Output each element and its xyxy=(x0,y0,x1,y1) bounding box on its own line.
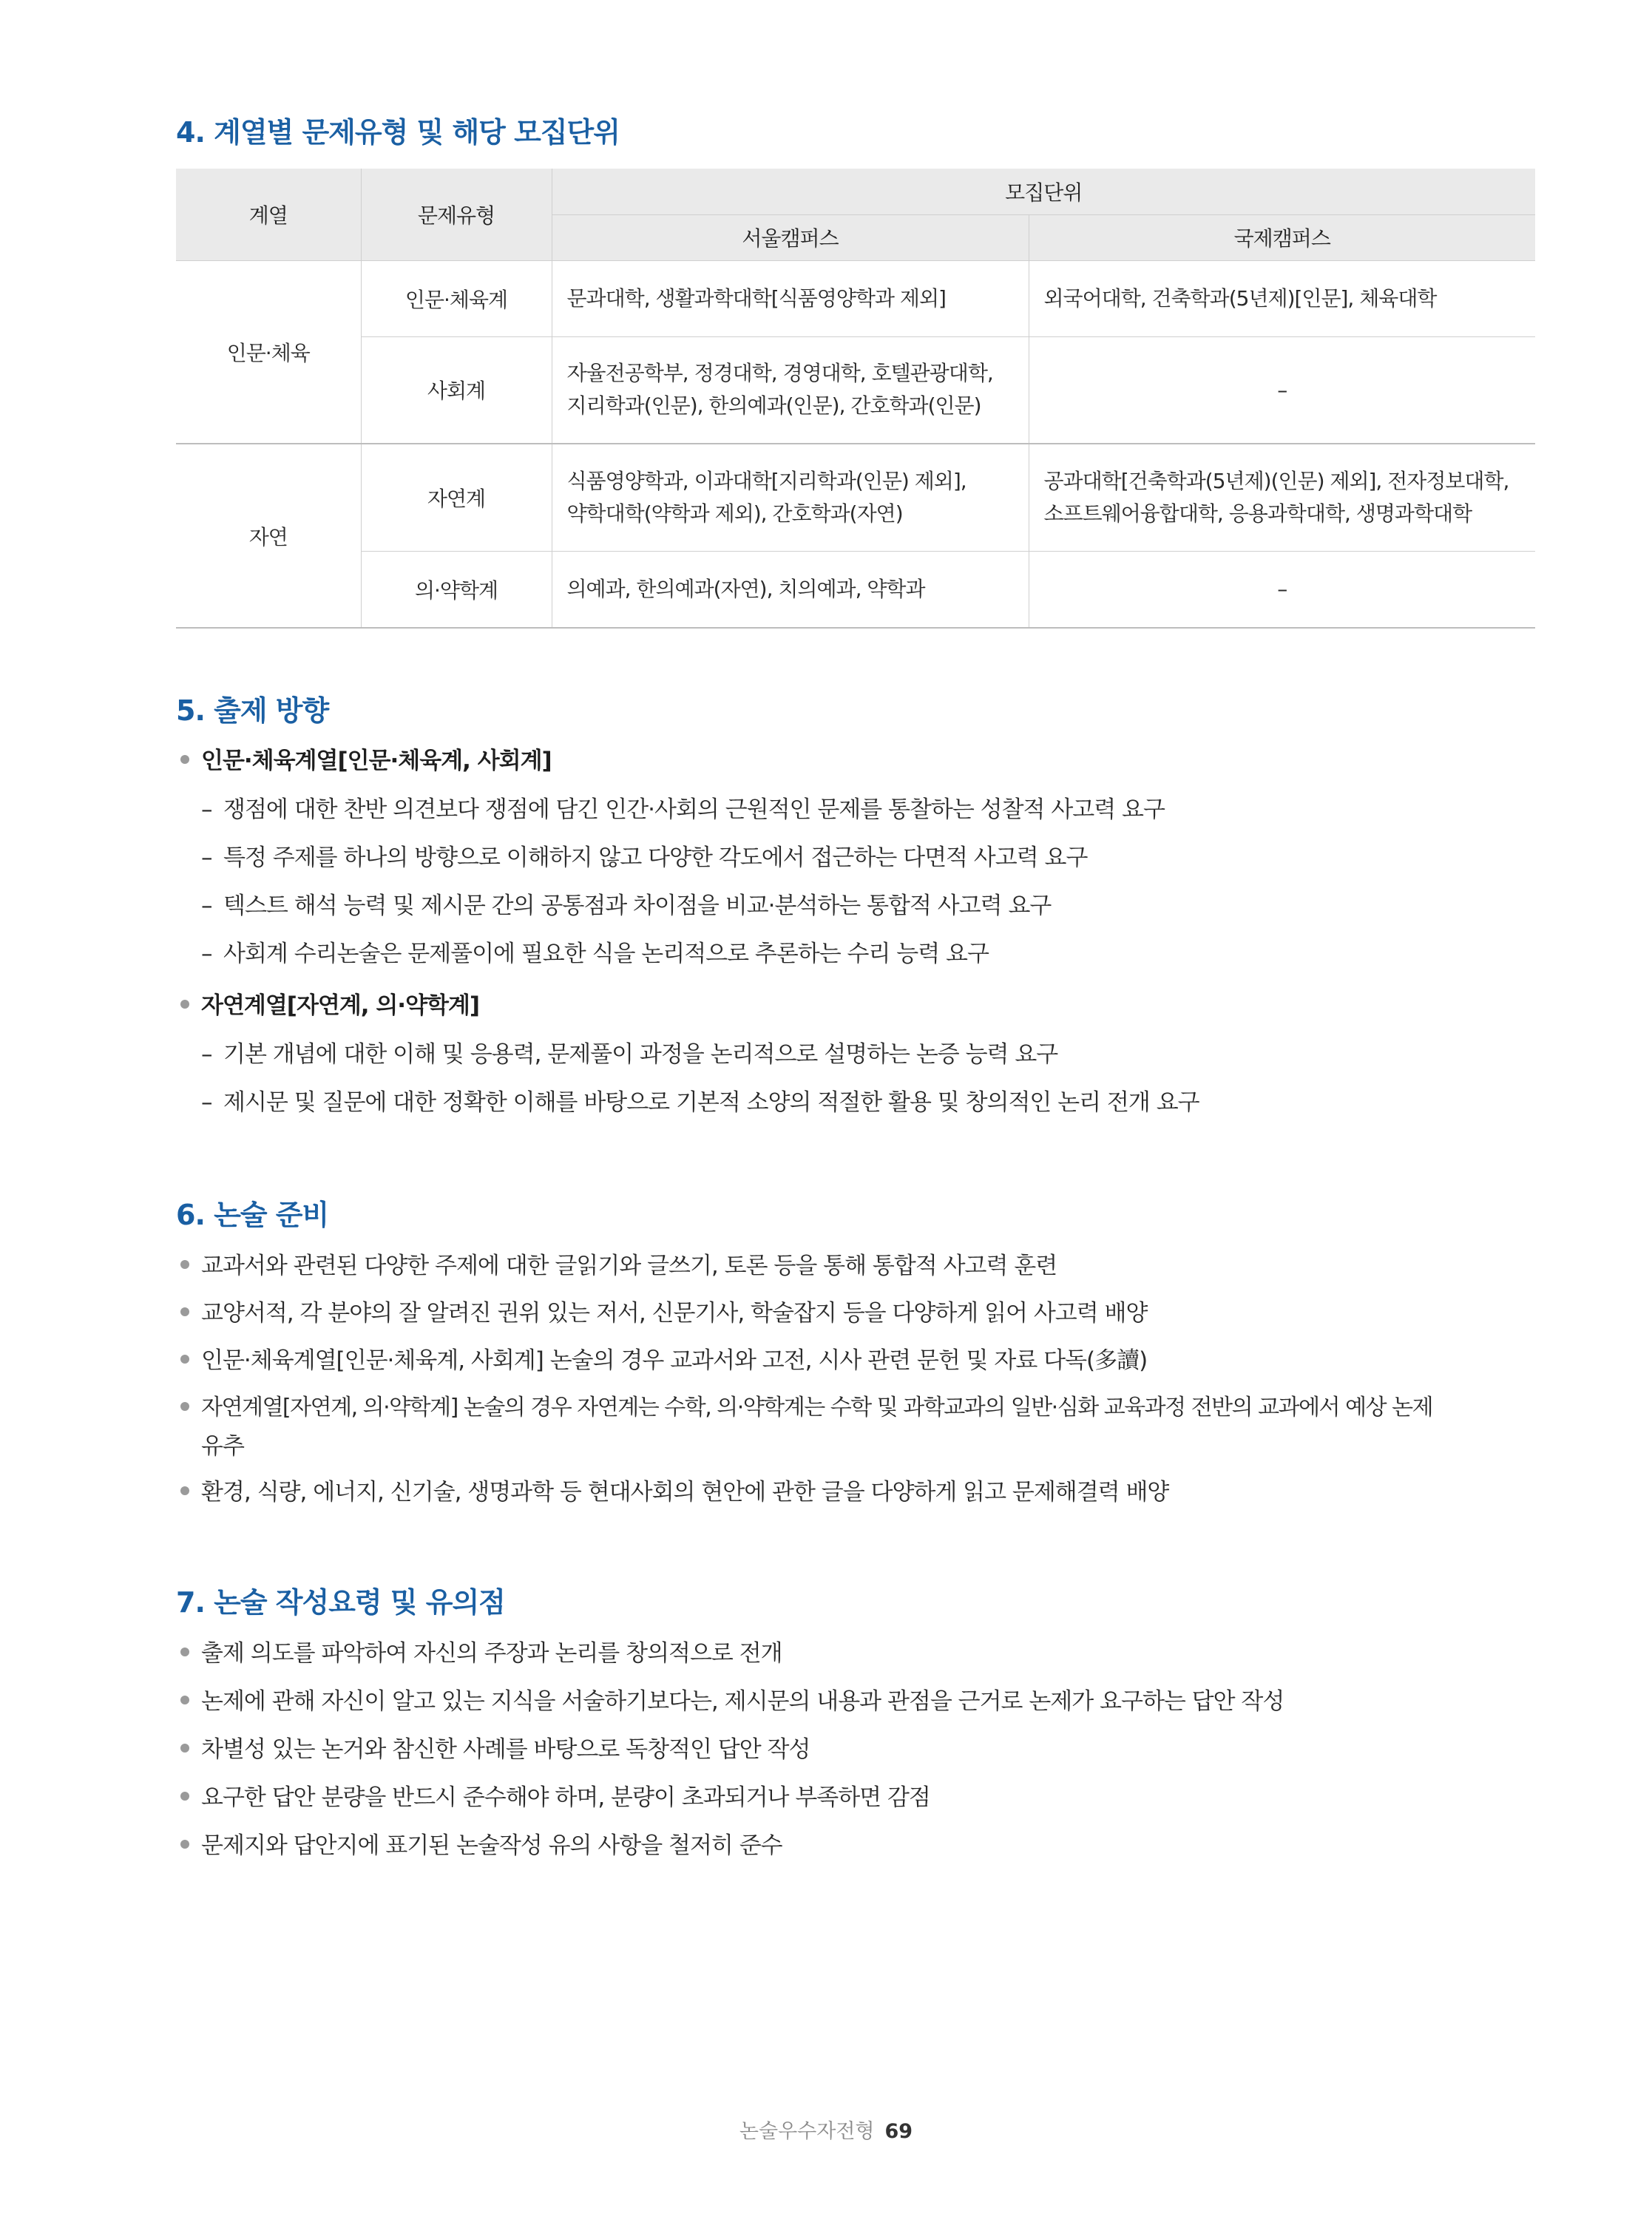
list-item: 인문·체육계열[인문·체육계, 사회계] 논술의 경우 교과서와 고전, 시사 관련 문헌 및 자료 다독(多讀) xyxy=(176,1341,1535,1389)
section-title-4: 4. 계열별 문제유형 및 해당 모집단위 xyxy=(176,116,620,149)
bullet-icon xyxy=(180,1696,189,1704)
group-humanities: 인문·체육 xyxy=(176,260,361,444)
header-field: 계열 xyxy=(176,169,361,260)
table-cell-global: – xyxy=(1029,336,1535,444)
table-cell-type: 사회계 xyxy=(361,336,552,444)
section-title-6: 6. 논술 준비 xyxy=(176,1199,329,1231)
page-footer xyxy=(0,2115,1652,2144)
list-item: – 특정 주제를 하나의 방향으로 이해하지 않고 다양한 각도에서 접근하는 다면적 사고력 요구 xyxy=(201,844,1088,871)
list-item: 자연계열[자연계, 의·약학계] 논술의 경우 자연계는 수학, 의·약학계는 수학 및 과학교과의 일반·심화 교육과정 전반의 교과에서 예상 논제 xyxy=(176,1389,1535,1427)
footer-label: 논술우수자전형 xyxy=(739,2120,875,2143)
table-cell-seoul: 자율전공학부, 정경대학, 경영대학, 호텔관광대학, 지리학과(인문), 한의예과(인문), 간호학과(인문) xyxy=(552,336,1029,444)
bullet-icon xyxy=(180,1307,189,1316)
list-item: 논제에 관해 자신이 알고 있는 지식을 서술하기보다는, 제시문의 내용과 관점을 근거로 논제가 요구하는 답안 작성 xyxy=(176,1682,1535,1730)
list-item: – 기본 개념에 대한 이해 및 응용력, 문제풀이 과정을 논리적으로 설명하는 논증 능력 요구 xyxy=(201,1041,1058,1068)
prep-list xyxy=(176,1247,1535,1520)
list-item: 출제 의도를 파악하여 자신의 주장과 논리를 창의적으로 전개 xyxy=(176,1634,1535,1682)
bullet-icon xyxy=(180,1840,189,1849)
list-item: – 쟁점에 대한 찬반 의견보다 쟁점에 담긴 인간·사회의 근원적인 문제를 통찰하는 성찰적 사고력 요구 xyxy=(201,796,1165,823)
bullet-icon xyxy=(180,1648,189,1656)
table-cell-type: 자연계 xyxy=(361,444,552,551)
bullet-icon xyxy=(180,1792,189,1801)
table-cell-seoul: 의예과, 한의예과(자연), 치의예과, 약학과 xyxy=(552,551,1029,628)
bullet-icon xyxy=(180,1486,189,1495)
list-item-head: 인문·체육계열[인문·체육계, 사회계] xyxy=(176,742,1535,790)
list-item: – 사회계 수리논술은 문제풀이에 필요한 식을 논리적으로 추론하는 수리 능력 요구 xyxy=(201,941,989,967)
bullet-icon xyxy=(180,1000,189,1009)
section-title-5: 5. 출제 방향 xyxy=(176,694,329,727)
group-science: 자연 xyxy=(176,444,361,628)
list-item: 문제지와 답안지에 표기된 논술작성 유의 사항을 철저히 준수 xyxy=(176,1826,1535,1875)
header-global-campus: 국제캠퍼스 xyxy=(1029,214,1535,260)
list-item: 환경, 식량, 에너지, 신기술, 생명과학 등 현대사회의 현안에 관한 글을 다양하게 읽고 문제해결력 배양 xyxy=(176,1473,1535,1520)
recruitment-units-table xyxy=(176,169,1535,629)
bullet-icon xyxy=(180,1260,189,1269)
direction-humanities-list xyxy=(176,742,1535,1131)
table-cell-global: 외국어대학, 건축학과(5년제)[인문], 체육대학 xyxy=(1029,260,1535,336)
bullet-icon xyxy=(180,1744,189,1753)
table-cell-global: 공과대학[건축학과(5년제)(인문) 제외], 전자정보대학, 소프트웨어융합대학, 응용과학대학, 생명과학대학 xyxy=(1029,444,1535,551)
section-title-7: 7. 논술 작성요령 및 유의점 xyxy=(176,1586,505,1619)
list-item: 교양서적, 각 분야의 잘 알려진 권위 있는 저서, 신문기사, 학술잡지 등을 다양하게 읽어 사고력 배양 xyxy=(176,1294,1535,1341)
page-number: 69 xyxy=(884,2120,913,2143)
list-item: – 제시문 및 질문에 대한 정확한 이해를 바탕으로 기본적 소양의 적절한 활용 및 창의적인 논리 전개 요구 xyxy=(201,1089,1199,1116)
list-item: 요구한 답안 분량을 반드시 준수해야 하며, 분량이 초과되거나 부족하면 감점 xyxy=(176,1778,1535,1826)
table-cell-seoul: 문과대학, 생활과학대학[식품영양학과 제외] xyxy=(552,260,1029,336)
list-item: 차별성 있는 논거와 참신한 사례를 바탕으로 독창적인 답안 작성 xyxy=(176,1730,1535,1778)
list-item: – 텍스트 해석 능력 및 제시문 간의 공통점과 차이점을 비교·분석하는 통합적 사고력 요구 xyxy=(201,893,1052,919)
header-type: 문제유형 xyxy=(361,169,552,260)
list-item-continuation: 유추 xyxy=(201,1433,244,1460)
bullet-icon xyxy=(180,755,189,764)
header-units: 모집단위 xyxy=(552,169,1535,214)
bullet-icon xyxy=(180,1355,189,1364)
table-cell-type: 의·약학계 xyxy=(361,551,552,628)
table-cell-seoul: 식품영양학과, 이과대학[지리학과(인문) 제외], 약학대학(약학과 제외), 간호학과(자연) xyxy=(552,444,1029,551)
tips-list xyxy=(176,1634,1535,1875)
table-cell-type: 인문·체육계 xyxy=(361,260,552,336)
list-item: 교과서와 관련된 다양한 주제에 대한 글읽기와 글쓰기, 토론 등을 통해 통합적 사고력 훈련 xyxy=(176,1247,1535,1294)
bullet-icon xyxy=(180,1402,189,1411)
list-item-head: 자연계열[자연계, 의·약학계] xyxy=(176,986,1535,1035)
table-cell-global: – xyxy=(1029,551,1535,628)
header-seoul-campus: 서울캠퍼스 xyxy=(552,214,1029,260)
